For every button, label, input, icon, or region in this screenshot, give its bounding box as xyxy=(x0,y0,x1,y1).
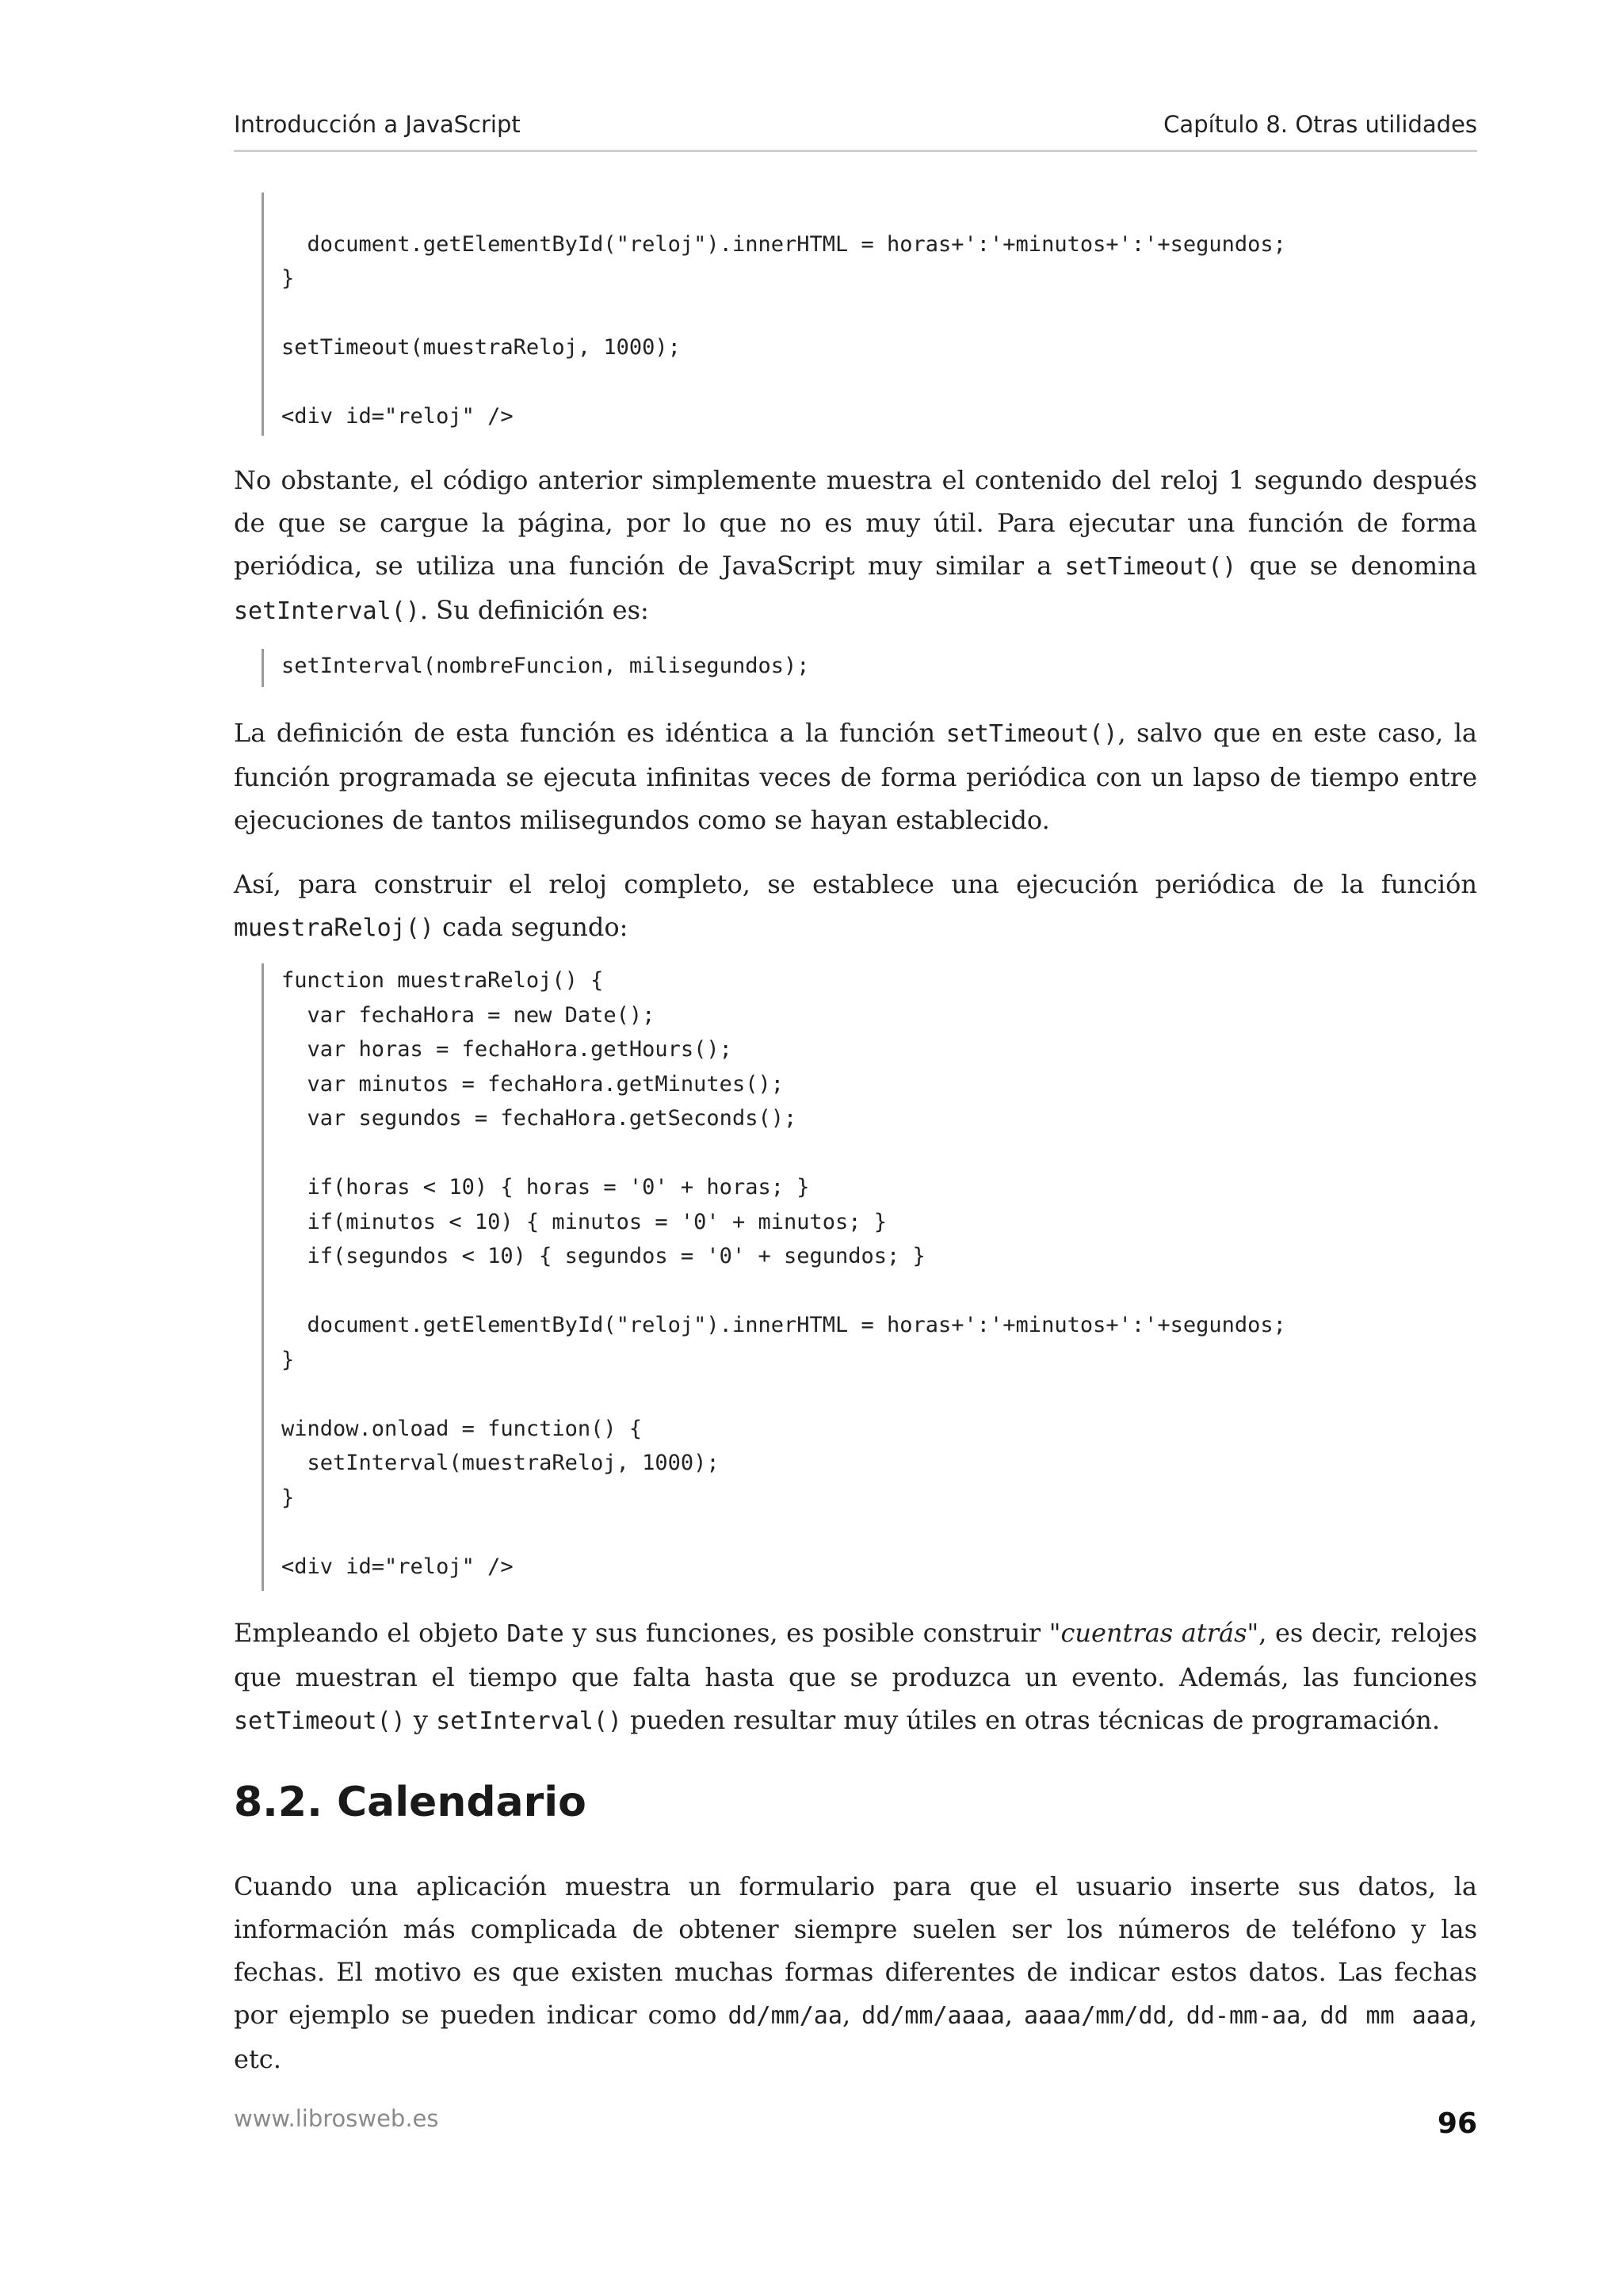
inline-code: dd mm aaaa xyxy=(1319,2002,1469,2030)
text-run: Empleando el objeto xyxy=(234,1618,507,1648)
inline-code: dd-mm-aa xyxy=(1186,2002,1301,2030)
text-run: y xyxy=(405,1705,437,1735)
text-run: No obstante, el código anterior simplemente muestra el contenido del reloj 1 segundo después de que se cargue la página, por lo que no es muy útil. Para ejecutar una función de forma periódica, se utiliza una función de JavaScript muy similar a xyxy=(234,465,1477,581)
text-run: Cuando una aplicación muestra un formulario para que el usuario inserte sus datos, la información más complicada de obtener siempre suelen ser los números de teléfono y las fechas. El motivo es que existen muchas formas diferentes de indicar estos datos. Las fechas por ejemplo se pueden indicar como xyxy=(234,1871,1477,2030)
running-header-chapter: Capítulo 8. Otras utilidades xyxy=(1163,111,1477,138)
code-block: document.getElementById("reloj").innerHTML = horas+':'+minutos+':'+segundos; } setTimeout(muestraReloj, 1000); <div id="reloj" /> xyxy=(262,193,1286,436)
body-paragraph xyxy=(234,1611,1477,1743)
inline-code: setInterval() xyxy=(234,597,420,625)
text-run: , xyxy=(1300,2000,1320,2030)
code-block: function muestraReloj() { var fechaHora = new Date(); var horas = fechaHora.getHours(); var minutos = fechaHora.getMinutes(); var segundos = fechaHora.getSeconds(); if(horas < 10) { horas = '0' + horas; } if(minutos < 10) { minutos = '0' + minutos; } if(segundos < 10) { segundos = '0' + segundos; } document.getElementById("reloj").innerHTML = horas+':'+minutos+':'+segundos; } window.onload = function() { setInterval(muestraReloj, 1000); } <div id="reloj" /> xyxy=(262,963,1286,1591)
inline-code: Date xyxy=(506,1620,564,1648)
inline-code: muestraReloj() xyxy=(234,914,434,942)
inline-code: setTimeout() xyxy=(234,1707,406,1735)
body-paragraph xyxy=(234,863,1477,950)
text-run: que se denomina xyxy=(1236,551,1478,581)
text-run: , es decir, relojes que muestran el tiempo que falta hasta que se produzca un evento. Además, las funciones xyxy=(234,1618,1478,1692)
inline-code: dd/mm/aaaa xyxy=(861,2002,1005,2030)
text-run: . Su definición es: xyxy=(419,595,649,625)
text-run: , salvo que en este caso, la función programada se ejecuta infinitas veces de forma periódica con un lapso de tiempo entre ejecuciones de tantos milisegundos como se hayan establecido. xyxy=(234,718,1478,835)
section-heading: 8.2. Calendario xyxy=(234,1779,586,1826)
footer-url: www.librosweb.es xyxy=(234,2105,439,2132)
body-paragraph xyxy=(234,711,1477,841)
inline-code: dd/mm/aa xyxy=(727,2002,842,2030)
text-run: , etc. xyxy=(234,2000,1478,2074)
text-run: Así, para construir el reloj completo, se establece una ejecución periódica de la función xyxy=(234,869,1477,899)
text-run: pueden resultar muy útiles en otras técnicas de programación. xyxy=(621,1705,1441,1735)
text-run: y sus funciones, es posible construir xyxy=(563,1618,1049,1648)
inline-code: aaaa/mm/dd xyxy=(1023,2002,1167,2030)
page-number: 96 xyxy=(1437,2107,1477,2140)
body-paragraph xyxy=(234,459,1477,633)
emphasis-text: "cuentras atrás" xyxy=(1048,1618,1259,1648)
text-run: , xyxy=(842,2000,862,2030)
inline-code: setTimeout() xyxy=(945,720,1118,748)
text-run: , xyxy=(1004,2000,1024,2030)
text-run: , xyxy=(1167,2000,1186,2030)
inline-code: setInterval() xyxy=(436,1707,622,1735)
inline-code: setTimeout() xyxy=(1064,553,1237,581)
text-run: La definición de esta función es idéntica a la función xyxy=(234,718,946,748)
running-header-title: Introducción a JavaScript xyxy=(234,111,521,138)
header-rule xyxy=(234,150,1477,152)
code-block: setInterval(nombreFuncion, milisegundos); xyxy=(262,649,809,687)
text-run: cada segundo: xyxy=(433,912,628,942)
body-paragraph xyxy=(234,1865,1477,2081)
